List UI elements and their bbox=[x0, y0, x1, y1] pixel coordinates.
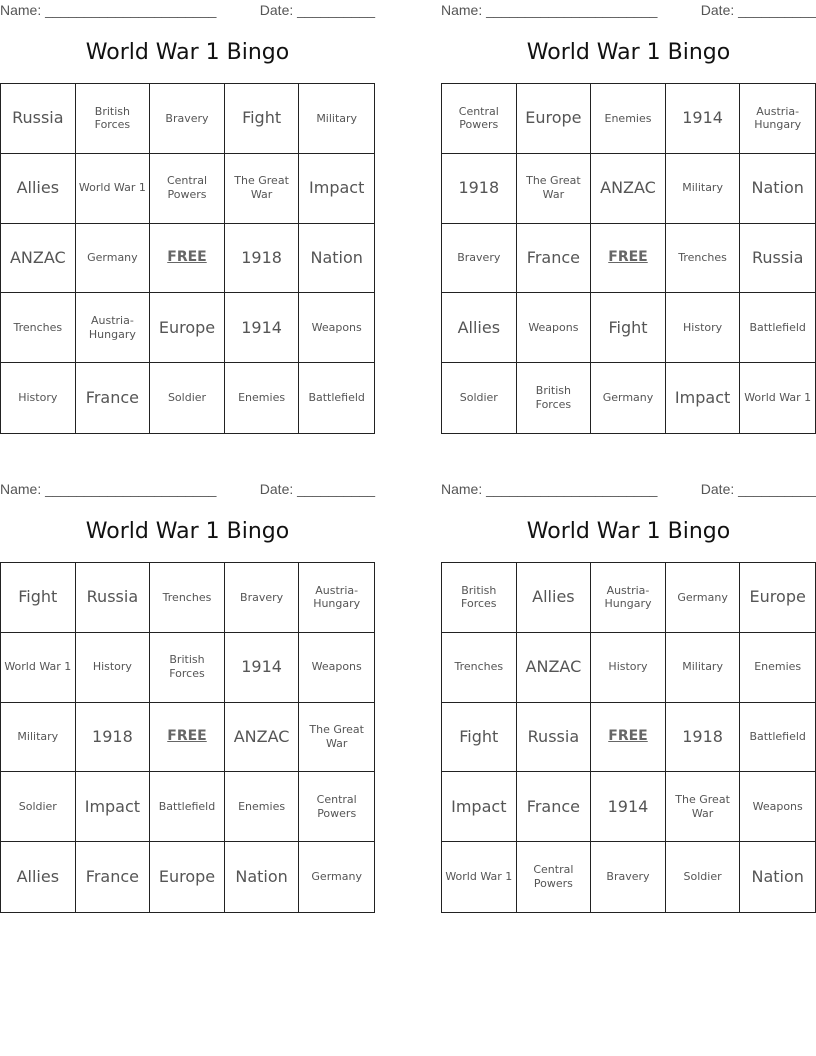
bingo-cell: Enemies bbox=[225, 363, 300, 433]
bingo-cell: History bbox=[1, 363, 76, 433]
bingo-cell: 1914 bbox=[666, 84, 741, 154]
bingo-cell: Austria-Hungary bbox=[591, 563, 666, 633]
bingo-cell: Russia bbox=[1, 84, 76, 154]
date-label: Date: __________ bbox=[700, 481, 816, 497]
free-space-cell: FREE bbox=[150, 703, 225, 773]
bingo-cell: ANZAC bbox=[1, 224, 76, 294]
bingo-cell: Enemies bbox=[740, 633, 815, 703]
bingo-cell: Military bbox=[666, 154, 741, 224]
bingo-card-4 bbox=[441, 479, 816, 919]
bingo-cell: Bravery bbox=[225, 563, 300, 633]
name-label: Name: ______________________ bbox=[0, 2, 217, 18]
bingo-cell: Bravery bbox=[591, 842, 666, 912]
bingo-card-1 bbox=[0, 0, 375, 440]
bingo-cell: Nation bbox=[751, 867, 804, 887]
bingo-cell: Impact bbox=[76, 772, 151, 842]
free-space-cell: FREE bbox=[150, 224, 225, 294]
bingo-cell: 1918 bbox=[666, 703, 741, 773]
bingo-grid bbox=[441, 562, 816, 913]
bingo-cell: Trenches bbox=[442, 633, 517, 703]
bingo-cell: Impact bbox=[299, 154, 374, 224]
bingo-cell: Battlefield bbox=[308, 391, 365, 405]
bingo-cell: British Forces bbox=[150, 633, 225, 703]
name-label: Name: ______________________ bbox=[441, 481, 658, 497]
bingo-cell: Europe bbox=[517, 84, 592, 154]
card-title: World War 1 Bingo bbox=[526, 519, 731, 544]
bingo-cell: British Forces bbox=[442, 563, 517, 633]
bingo-cell: ANZAC bbox=[225, 703, 300, 773]
bingo-grid bbox=[0, 562, 375, 913]
name-label: Name: ______________________ bbox=[0, 481, 217, 497]
bingo-cell: Trenches bbox=[1, 293, 76, 363]
bingo-cell: Fight bbox=[1, 563, 76, 633]
card-header bbox=[441, 0, 816, 22]
bingo-cell: British Forces bbox=[76, 84, 151, 154]
card-header bbox=[441, 479, 816, 501]
free-space-cell: FREE bbox=[591, 224, 666, 294]
bingo-cell: Europe bbox=[150, 293, 225, 363]
bingo-cell: 1914 bbox=[225, 293, 300, 363]
bingo-cell: Austria-Hungary bbox=[299, 563, 374, 633]
bingo-cell: Fight bbox=[225, 84, 300, 154]
bingo-cell: Weapons bbox=[517, 293, 592, 363]
bingo-cell: Allies bbox=[1, 842, 76, 912]
date-label: Date: __________ bbox=[700, 2, 816, 18]
bingo-cell: Enemies bbox=[225, 772, 300, 842]
bingo-cell: Allies bbox=[442, 293, 517, 363]
date-label: Date: __________ bbox=[259, 2, 375, 18]
bingo-cell: Weapons bbox=[740, 772, 815, 842]
bingo-cell: Nation bbox=[299, 224, 374, 294]
bingo-cell: British Forces bbox=[517, 363, 592, 433]
bingo-cell: Bravery bbox=[150, 84, 225, 154]
bingo-cell: Battlefield bbox=[740, 703, 815, 773]
bingo-cell: ANZAC bbox=[591, 154, 666, 224]
bingo-cell: Austria-Hungary bbox=[76, 293, 151, 363]
bingo-cell: History bbox=[591, 633, 666, 703]
bingo-grid bbox=[0, 83, 375, 434]
bingo-cell: Fight bbox=[591, 293, 666, 363]
bingo-cell: Russia bbox=[76, 563, 151, 633]
bingo-cell: France bbox=[76, 842, 151, 912]
bingo-cell: Russia bbox=[740, 224, 815, 294]
bingo-cell: Impact bbox=[442, 772, 517, 842]
bingo-cell: The Great War bbox=[299, 703, 374, 773]
bingo-cell: France bbox=[517, 224, 592, 294]
bingo-cell: Military bbox=[299, 84, 374, 154]
bingo-cell: Soldier bbox=[442, 363, 517, 433]
bingo-cell: Central Powers bbox=[517, 842, 592, 912]
bingo-cell: Weapons bbox=[299, 633, 374, 703]
card-title: World War 1 Bingo bbox=[85, 40, 290, 65]
bingo-card-2 bbox=[441, 0, 816, 440]
bingo-cell: Germany bbox=[311, 870, 362, 884]
bingo-cell: The Great War bbox=[666, 772, 741, 842]
bingo-cell: Central Powers bbox=[442, 84, 517, 154]
bingo-cell: Soldier bbox=[1, 772, 76, 842]
bingo-cell: Military bbox=[1, 703, 76, 773]
bingo-cell: ANZAC bbox=[517, 633, 592, 703]
bingo-cell: World War 1 bbox=[76, 154, 151, 224]
bingo-cell: 1914 bbox=[591, 772, 666, 842]
bingo-cell: Europe bbox=[150, 842, 225, 912]
bingo-cell: History bbox=[666, 293, 741, 363]
bingo-cell: Central Powers bbox=[150, 154, 225, 224]
bingo-cell: Battlefield bbox=[150, 772, 225, 842]
bingo-cell: Europe bbox=[740, 563, 815, 633]
bingo-cell: Battlefield bbox=[740, 293, 815, 363]
bingo-cell: France bbox=[76, 363, 151, 433]
bingo-cell: 1918 bbox=[442, 154, 517, 224]
bingo-cell: Enemies bbox=[591, 84, 666, 154]
bingo-cell: Central Powers bbox=[299, 772, 374, 842]
bingo-cell: Russia bbox=[517, 703, 592, 773]
bingo-cell: World War 1 bbox=[442, 842, 517, 912]
bingo-cell: The Great War bbox=[517, 154, 592, 224]
bingo-cell: The Great War bbox=[225, 154, 300, 224]
bingo-cell: Fight bbox=[442, 703, 517, 773]
bingo-cell: Germany bbox=[666, 563, 741, 633]
card-title: World War 1 Bingo bbox=[85, 519, 290, 544]
bingo-cell: Germany bbox=[76, 224, 151, 294]
bingo-cell: Allies bbox=[1, 154, 76, 224]
card-header bbox=[0, 479, 375, 501]
name-label: Name: ______________________ bbox=[441, 2, 658, 18]
bingo-cell: Germany bbox=[591, 363, 666, 433]
bingo-card-3 bbox=[0, 479, 375, 919]
bingo-cell: Impact bbox=[666, 363, 741, 433]
bingo-cell: 1914 bbox=[225, 633, 300, 703]
bingo-cell: Military bbox=[666, 633, 741, 703]
bingo-cell: Nation bbox=[740, 154, 815, 224]
bingo-cell: History bbox=[76, 633, 151, 703]
bingo-cell: Trenches bbox=[666, 224, 741, 294]
bingo-cell: Allies bbox=[517, 563, 592, 633]
card-header bbox=[0, 0, 375, 22]
bingo-cell: Trenches bbox=[150, 563, 225, 633]
bingo-cell: Soldier bbox=[666, 842, 741, 912]
bingo-cell: 1918 bbox=[76, 703, 151, 773]
bingo-cell: 1918 bbox=[225, 224, 300, 294]
bingo-cell: France bbox=[517, 772, 592, 842]
bingo-cell: Weapons bbox=[299, 293, 374, 363]
free-space-cell: FREE bbox=[591, 703, 666, 773]
bingo-cell: World War 1 bbox=[744, 391, 812, 405]
card-title: World War 1 Bingo bbox=[526, 40, 731, 65]
bingo-cell: Austria-Hungary bbox=[740, 84, 815, 154]
bingo-cell: Nation bbox=[225, 842, 300, 912]
bingo-grid bbox=[441, 83, 816, 434]
bingo-cell: Soldier bbox=[150, 363, 225, 433]
bingo-cell: Bravery bbox=[442, 224, 517, 294]
date-label: Date: __________ bbox=[259, 481, 375, 497]
bingo-cell: World War 1 bbox=[1, 633, 76, 703]
